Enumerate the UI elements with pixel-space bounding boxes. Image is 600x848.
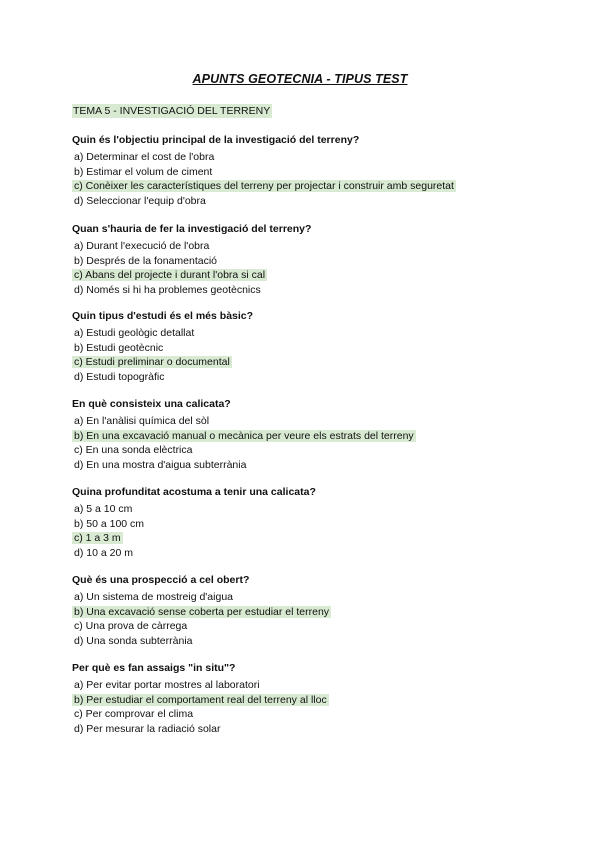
option-label: a) Un sistema de mostreig d'aigua	[74, 591, 233, 603]
option-label: b) Estudi geotècnic	[74, 341, 164, 354]
section-heading: TEMA 5 - INVESTIGACIÓ DEL TERRENY	[73, 105, 271, 117]
option-c-correct	[72, 355, 542, 370]
document-title: APUNTS GEOTECNIA - TIPUS TEST	[192, 72, 408, 86]
option-label: b) Estimar el volum de ciment	[74, 165, 213, 178]
option-label: b) 50 a 100 cm	[74, 517, 145, 530]
option-label: a) 5 a 10 cm	[74, 503, 133, 515]
option-b	[72, 254, 542, 269]
option-label: d) Una sonda subterrània	[74, 635, 193, 648]
question-6	[72, 573, 542, 649]
option-label: d) Només si hi ha problemes geotècnics	[74, 284, 261, 297]
option-d	[72, 370, 542, 385]
option-label: a) Determinar el cost de l'obra	[74, 151, 215, 163]
option-label: a) Durant l'execució de l'obra	[74, 240, 210, 252]
option-label: b) Després de la fonamentació	[74, 254, 217, 267]
question-text: Quan s'hauria de fer la investigació del terreny?	[72, 223, 312, 235]
option-label: d) Estudi topogràfic	[74, 371, 165, 384]
question-text: Quina profunditat acostuma a tenir una calicata?	[72, 486, 316, 498]
option-b-correct	[72, 693, 542, 708]
option-label: a) En l'anàlisi química del sòl	[74, 415, 210, 427]
question-text: Per què es fan assaigs "in situ"?	[72, 662, 236, 674]
option-d	[72, 546, 542, 561]
question-2	[72, 222, 542, 298]
option-a	[72, 502, 542, 517]
option-c	[72, 619, 542, 634]
option-d	[72, 722, 542, 737]
option-label: a) Per evitar portar mostres al laboratori	[74, 679, 260, 691]
question-text: En què consisteix una calicata?	[72, 398, 231, 410]
option-label: c) Una prova de càrrega	[74, 620, 188, 633]
option-a	[72, 239, 542, 254]
option-c-correct	[72, 179, 542, 194]
option-b	[72, 517, 542, 532]
option-b-correct	[72, 605, 542, 620]
option-c-correct	[72, 531, 542, 546]
option-label: c) En una sonda elèctrica	[74, 444, 193, 457]
option-label: d) Per mesurar la radiació solar	[74, 723, 221, 736]
option-c-correct	[72, 268, 542, 283]
option-label: d) 10 a 20 m	[74, 547, 133, 560]
question-text: Quin és l'objectiu principal de la investigació del terreny?	[72, 134, 360, 146]
question-7	[72, 661, 542, 737]
option-label: c) Conèixer les característiques del terreny per projectar i construir amb seguretat	[74, 180, 454, 193]
option-label: c) 1 a 3 m	[74, 532, 121, 545]
option-d	[72, 194, 542, 209]
option-label: c) Per comprovar el clima	[74, 708, 194, 721]
option-label: c) Estudi preliminar o documental	[74, 356, 230, 369]
question-1	[72, 133, 542, 209]
option-a	[72, 150, 542, 165]
option-a	[72, 678, 542, 693]
option-b	[72, 165, 542, 180]
option-b-correct	[72, 429, 542, 444]
option-label: b) Una excavació sense coberta per estudiar el terreny	[74, 605, 330, 618]
option-label: b) Per estudiar el comportament real del terreny al lloc	[74, 693, 327, 706]
question-5	[72, 485, 542, 561]
option-b	[72, 341, 542, 356]
option-label: a) Estudi geològic detallat	[74, 327, 195, 339]
option-d	[72, 634, 542, 649]
option-label: b) En una excavació manual o mecànica per veure els estrats del terreny	[74, 429, 414, 442]
question-4	[72, 397, 542, 473]
option-c	[72, 443, 542, 458]
option-c	[72, 707, 542, 722]
question-3	[72, 309, 542, 385]
option-a	[72, 414, 542, 429]
option-a	[72, 326, 542, 341]
option-a	[72, 590, 542, 605]
option-label: d) En una mostra d'aigua subterrània	[74, 459, 247, 472]
question-text: Què és una prospecció a cel obert?	[72, 574, 250, 586]
option-d	[72, 283, 542, 298]
option-label: c) Abans del projecte i durant l'obra si cal	[74, 269, 266, 282]
question-text: Quin tipus d'estudi és el més bàsic?	[72, 310, 254, 322]
option-label: d) Seleccionar l'equip d'obra	[74, 195, 206, 208]
option-d	[72, 458, 542, 473]
